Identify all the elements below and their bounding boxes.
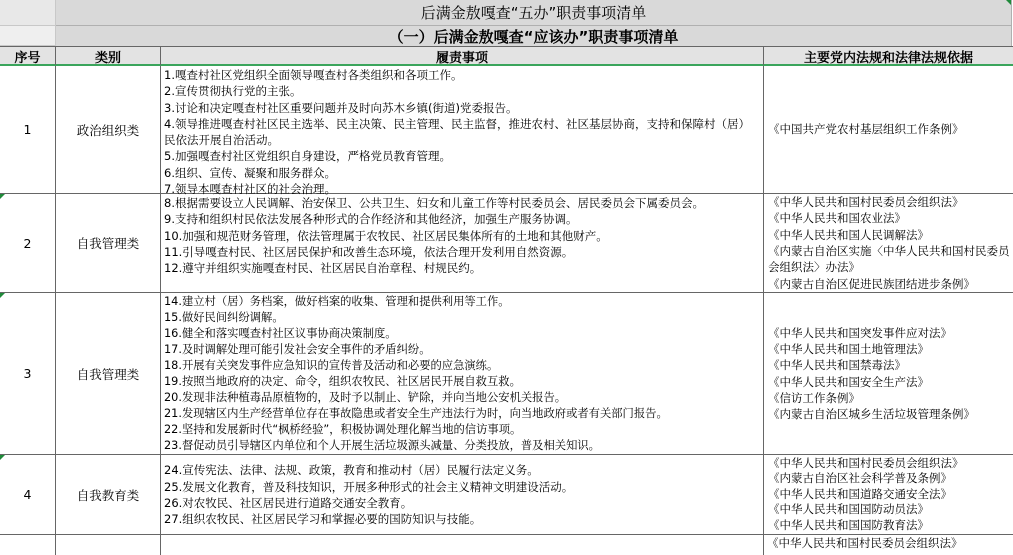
laws-cell[interactable]: [764, 455, 1013, 534]
empty-cell[interactable]: [0, 26, 56, 46]
duty-item: 26.对农牧民、社区居民进行道路交通安全教育。: [164, 496, 413, 510]
category-cell[interactable]: 政治组织类: [56, 66, 161, 193]
duty-item: 1.嘎查村社区党组织全面领导嘎查村各类组织和各项工作。: [164, 68, 463, 82]
duty-item: 19.按照当地政府的决定、命令，组织农牧民、社区居民开展自救互救。: [164, 375, 521, 388]
duties-cell[interactable]: [161, 455, 764, 534]
seq-cell[interactable]: 3: [0, 293, 56, 454]
law-item: 《中华人民共和国村民委员会组织法》: [768, 195, 964, 210]
law-item: 《中华人民共和国农业法》: [768, 211, 906, 226]
empty-cell[interactable]: [0, 0, 56, 26]
law-item: 《中华人民共和国国防动员法》: [768, 502, 929, 517]
laws-cell[interactable]: [764, 194, 1013, 292]
duties-cell[interactable]: [161, 194, 764, 292]
duty-item: 11.引导嘎查村民、社区居民保护和改善生态环境，依法合理开发利用自然资源。: [164, 244, 574, 259]
law-item: 《中华人民共和国突发事件应对法》: [768, 325, 952, 340]
duty-item: 22.坚持和发展新时代“枫桥经验”，积极协调处理化解当地的信访事项。: [164, 423, 522, 436]
header-category[interactable]: 类别: [56, 47, 161, 65]
law-item: 《中国共产党农村基层组织工作条例》: [768, 122, 964, 137]
laws-cell[interactable]: [764, 66, 1013, 193]
category-cell[interactable]: 自我管理类: [56, 293, 161, 454]
sheet-subtitle[interactable]: [56, 26, 1012, 46]
duty-item: 8.根据需要设立人民调解、治安保卫、公共卫生、妇女和儿童工作等村民委员会、居民委员会下属委员会。: [164, 196, 704, 210]
duty-item: 3.讨论和决定嘎查村社区重要问题并及时向苏木乡镇(街道)党委报告。: [164, 100, 518, 115]
duty-item: 21.发现辖区内生产经营单位存在事故隐患或者安全生产违法行为时，向当地政府或者有关部门报告。: [164, 407, 668, 420]
law-item: 《内蒙古自治区城乡生活垃圾管理条例》: [768, 407, 975, 422]
law-item: 《中华人民共和国村民委员会组织法》: [768, 455, 964, 470]
duty-item: 24.宣传宪法、法律、法规、政策，教育和推动村（居）民履行法定义务。: [164, 463, 539, 478]
law-item: 《中华人民共和国土地管理法》: [768, 341, 929, 356]
category-cell[interactable]: 自我管理类: [56, 194, 161, 292]
seq-cell[interactable]: 1: [0, 66, 56, 193]
seq-cell[interactable]: 4: [0, 455, 56, 534]
law-item: 《信访工作条例》: [768, 390, 860, 405]
duties-cell[interactable]: [161, 535, 764, 555]
table-row: [0, 455, 1013, 535]
duty-item: 9.支持和组织村民依法发展各种形式的合作经济和其他经济，加强生产服务协调。: [164, 212, 578, 227]
law-item: 《内蒙古自治区社会科学普及条例》: [768, 471, 952, 486]
duty-item: 25.发展文化教育，普及科技知识，开展多种形式的社会主义精神文明建设活动。: [164, 479, 574, 494]
duties-cell[interactable]: [161, 293, 764, 454]
law-item: 《内蒙古自治区促进民族团结进步条例》: [768, 276, 975, 291]
law-item: 《中华人民共和国人民调解法》: [768, 227, 929, 242]
duty-item: 16.健全和落实嘎查村社区议事协商决策制度。: [164, 327, 397, 340]
seq-cell[interactable]: 2: [0, 194, 56, 292]
laws-cell[interactable]: [764, 535, 1013, 555]
duty-item: 5.加强嘎查村社区党组织自身建设，严格党员教育管理。: [164, 149, 451, 164]
seq-cell[interactable]: [0, 535, 56, 555]
duties-cell[interactable]: [161, 66, 764, 197]
table-header-row: [0, 46, 1013, 66]
sheet-subtitle-text: （一）后满金敖嘎查“应该办”职责事项清单: [388, 27, 679, 46]
sheet-title-text: 后满金敖嘎查“五办”职责事项清单: [420, 4, 647, 22]
law-item: 《中华人民共和国国防教育法》: [768, 517, 929, 532]
cell-note-marker: [1001, 0, 1011, 10]
duty-item: 20.发现非法种植毒品原植物的，及时予以制止、铲除，并向当地公安机关报告。: [164, 391, 567, 404]
law-item: 《中华人民共和国村民委员会组织法》: [767, 536, 963, 550]
category-cell[interactable]: 自我教育类: [56, 455, 161, 534]
duty-item: 15.做好民间纠纷调解。: [164, 311, 284, 324]
table-row: [0, 194, 1013, 293]
duty-item: 27.组织农牧民、社区居民学习和掌握必要的国防知识与技能。: [164, 512, 482, 527]
category-cell[interactable]: [56, 535, 161, 555]
laws-cell[interactable]: [764, 293, 1013, 454]
law-item: 《中华人民共和国安全生产法》: [768, 374, 929, 389]
sheet-title[interactable]: [56, 0, 1012, 26]
law-item: 《中华人民共和国道路交通安全法》: [768, 486, 952, 501]
table-row: [0, 293, 1013, 455]
duty-item: 6.组织、宣传、凝聚和服务群众。: [164, 165, 336, 180]
header-duties[interactable]: 履责事项: [161, 47, 764, 65]
law-item: 《中华人民共和国禁毒法》: [768, 358, 906, 373]
duty-item: 10.加强和规范财务管理，依法管理属于农牧民、社区居民集体所有的土地和其他财产。: [164, 228, 608, 243]
duty-item: 14.建立村（居）务档案，做好档案的收集、管理和提供利用等工作。: [164, 295, 510, 308]
header-laws[interactable]: 主要党内法规和法律法规依据: [803, 50, 973, 66]
duty-item: 12.遵守并组织实施嘎查村民、社区居民自治章程、村规民约。: [164, 261, 482, 276]
duty-item: 2.宣传贯彻执行党的主张。: [164, 84, 302, 99]
duty-item: 7.领导本嘎查村社区的社会治理。: [164, 182, 336, 197]
duty-item: 18.开展有关突发事件应急知识的宣传普及活动和必要的应急演练。: [164, 359, 499, 372]
table-row: [0, 535, 1013, 555]
duty-item: 4.领导推进嘎查村社区民主选举、民主决策、民主管理、民主监督，推进农村、社区基层协商，支持和保障村（居）民依法开展自治活动。: [164, 116, 750, 148]
duty-item: 17.及时调解处理可能引发社会安全事件的矛盾纠纷。: [164, 343, 431, 356]
header-seq[interactable]: 序号: [0, 47, 56, 65]
law-item: 《内蒙古自治区实施〈中华人民共和国村民委员会组织法〉办法》: [768, 244, 1010, 275]
duty-item: 23.督促动员引导辖区内单位和个人开展生活垃圾源头减量、分类投放，普及相关知识。: [164, 439, 600, 452]
table-row: [0, 66, 1013, 197]
